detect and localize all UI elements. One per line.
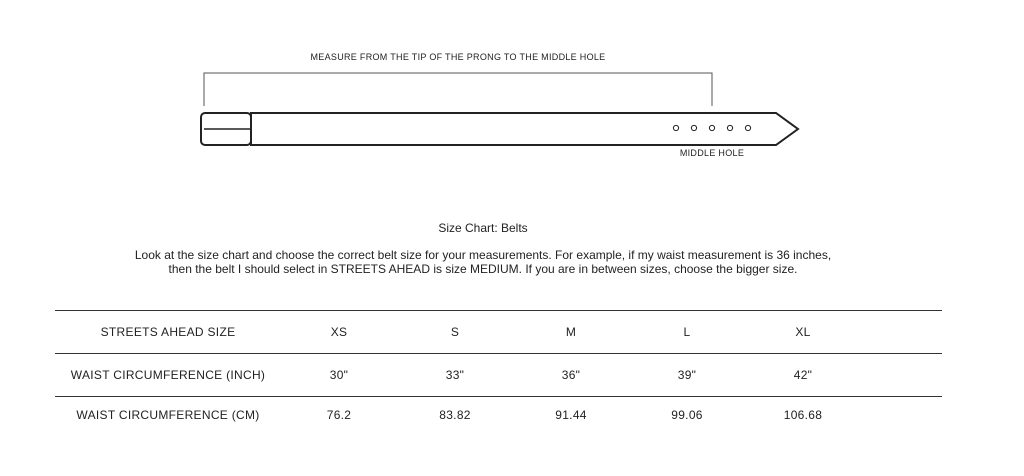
belt-hole bbox=[745, 125, 750, 130]
row-label: WAIST CIRCUMFERENCE (INCH) bbox=[55, 354, 281, 397]
belt-hole-middle bbox=[709, 125, 714, 130]
description-line-2: then the belt I should select in STREETS AHEAD is size MEDIUM. If you are in between sizes, choose the bigger size. bbox=[168, 262, 798, 276]
size-cell-xs: XS bbox=[281, 311, 397, 354]
size-cell-m: M bbox=[513, 311, 629, 354]
table-spacer bbox=[861, 397, 942, 434]
cm-cell-s: 83.82 bbox=[439, 408, 471, 422]
row-label: STREETS AHEAD SIZE bbox=[55, 311, 281, 354]
belt-illustration bbox=[0, 0, 1024, 170]
belt-hole bbox=[673, 125, 678, 130]
size-cell-s: S bbox=[397, 311, 513, 354]
waist-inch-row bbox=[55, 354, 942, 397]
row-label: WAIST CIRCUMFERENCE (CM) bbox=[76, 408, 260, 422]
belt-hole bbox=[727, 125, 732, 130]
size-chart-title: Size Chart: Belts bbox=[438, 221, 528, 235]
inch-cell-xl: 42" bbox=[745, 354, 861, 397]
size-table bbox=[55, 310, 942, 433]
size-cell-xl: XL bbox=[745, 311, 861, 354]
description-line-1: Look at the size chart and choose the correct belt size for your measurements. For example, if my waist measurement is 36 inches, bbox=[134, 248, 832, 262]
belt-diagram bbox=[0, 0, 1024, 170]
size-cell-l: L bbox=[629, 311, 745, 354]
belt-strap bbox=[251, 113, 798, 145]
inch-cell-xs: 30" bbox=[281, 354, 397, 397]
measure-instruction: MEASURE FROM THE TIP OF THE PRONG TO THE MIDDLE HOLE bbox=[310, 52, 606, 62]
inch-cell-m: 36" bbox=[513, 354, 629, 397]
table-spacer bbox=[861, 354, 942, 397]
size-row bbox=[55, 311, 942, 354]
middle-hole-label: MIDDLE HOLE bbox=[679, 148, 745, 158]
table-spacer bbox=[861, 311, 942, 354]
measure-bracket bbox=[204, 73, 712, 106]
inch-cell-l: 39" bbox=[629, 354, 745, 397]
cm-cell-l: 99.06 bbox=[671, 408, 703, 422]
inch-cell-s: 33" bbox=[397, 354, 513, 397]
belt-hole bbox=[691, 125, 696, 130]
cm-cell-xl: 106.68 bbox=[783, 408, 823, 422]
cm-cell-m: 91.44 bbox=[555, 408, 587, 422]
waist-cm-row bbox=[55, 397, 942, 434]
cm-cell-xs: 76.2 bbox=[326, 408, 352, 422]
size-chart-description bbox=[0, 248, 966, 276]
